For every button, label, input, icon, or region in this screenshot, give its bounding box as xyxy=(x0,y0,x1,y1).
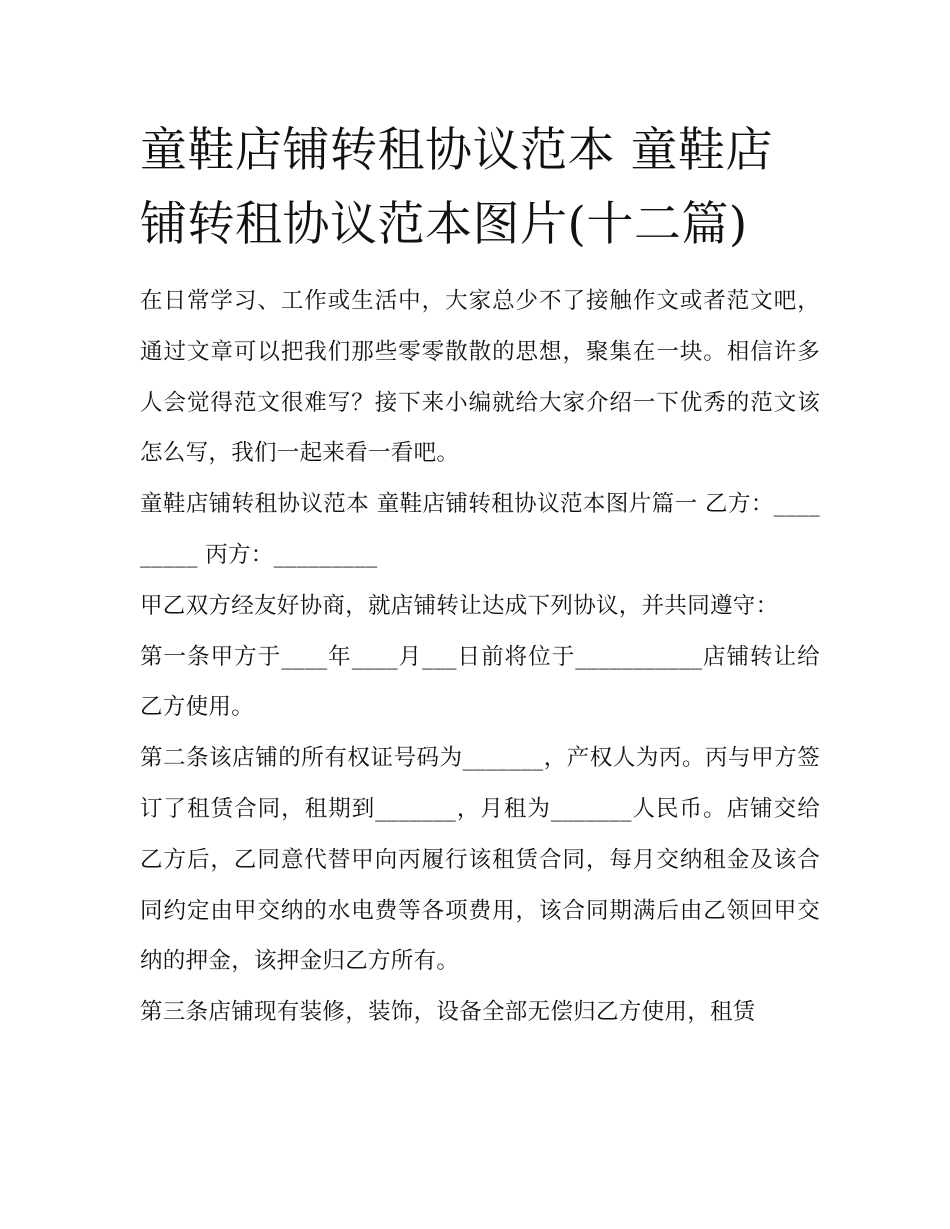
article-three-paragraph: 第三条店铺现有装修，装饰，设备全部无偿归乙方使用，租赁 xyxy=(140,999,756,1026)
article-one-paragraph: 第一条甲方于____年____月___日前将位于___________店铺转让给乙方使用。 xyxy=(140,643,820,721)
document-title: 童鞋店铺转租协议范本 童鞋店铺转租协议范本图片(十二篇) xyxy=(140,123,773,252)
document-body xyxy=(140,276,820,1038)
agreement-paragraph: 甲乙双方经友好协商，就店铺转让达成下列协议，并共同遵守： xyxy=(140,592,779,619)
parties-paragraph: 童鞋店铺转租协议范本 童鞋店铺转租协议范本图片篇一 乙方：_________ 丙方：_________ xyxy=(140,491,820,568)
intro-paragraph: 在日常学习、工作或生活中，大家总少不了接触作文或者范文吧，通过文章可以把我们那些零零散散的思想，聚集在一块。相信许多人会觉得范文很难写？接下来小编就给大家介绍一下优秀的范文该怎么写，我们一起来看一看吧。 xyxy=(140,288,820,467)
article-two-paragraph: 第二条该店铺的所有权证号码为_______，产权人为丙。丙与甲方签订了租赁合同，租期到_______，月租为_______人民币。店铺交给乙方后，乙同意代替甲向丙履行该租赁合同，每月交纳租金及该合同约定由甲交纳的水电费等各项费用，该合同期满后由乙领回甲交纳的押金，该押金归乙方所有。 xyxy=(140,745,820,975)
